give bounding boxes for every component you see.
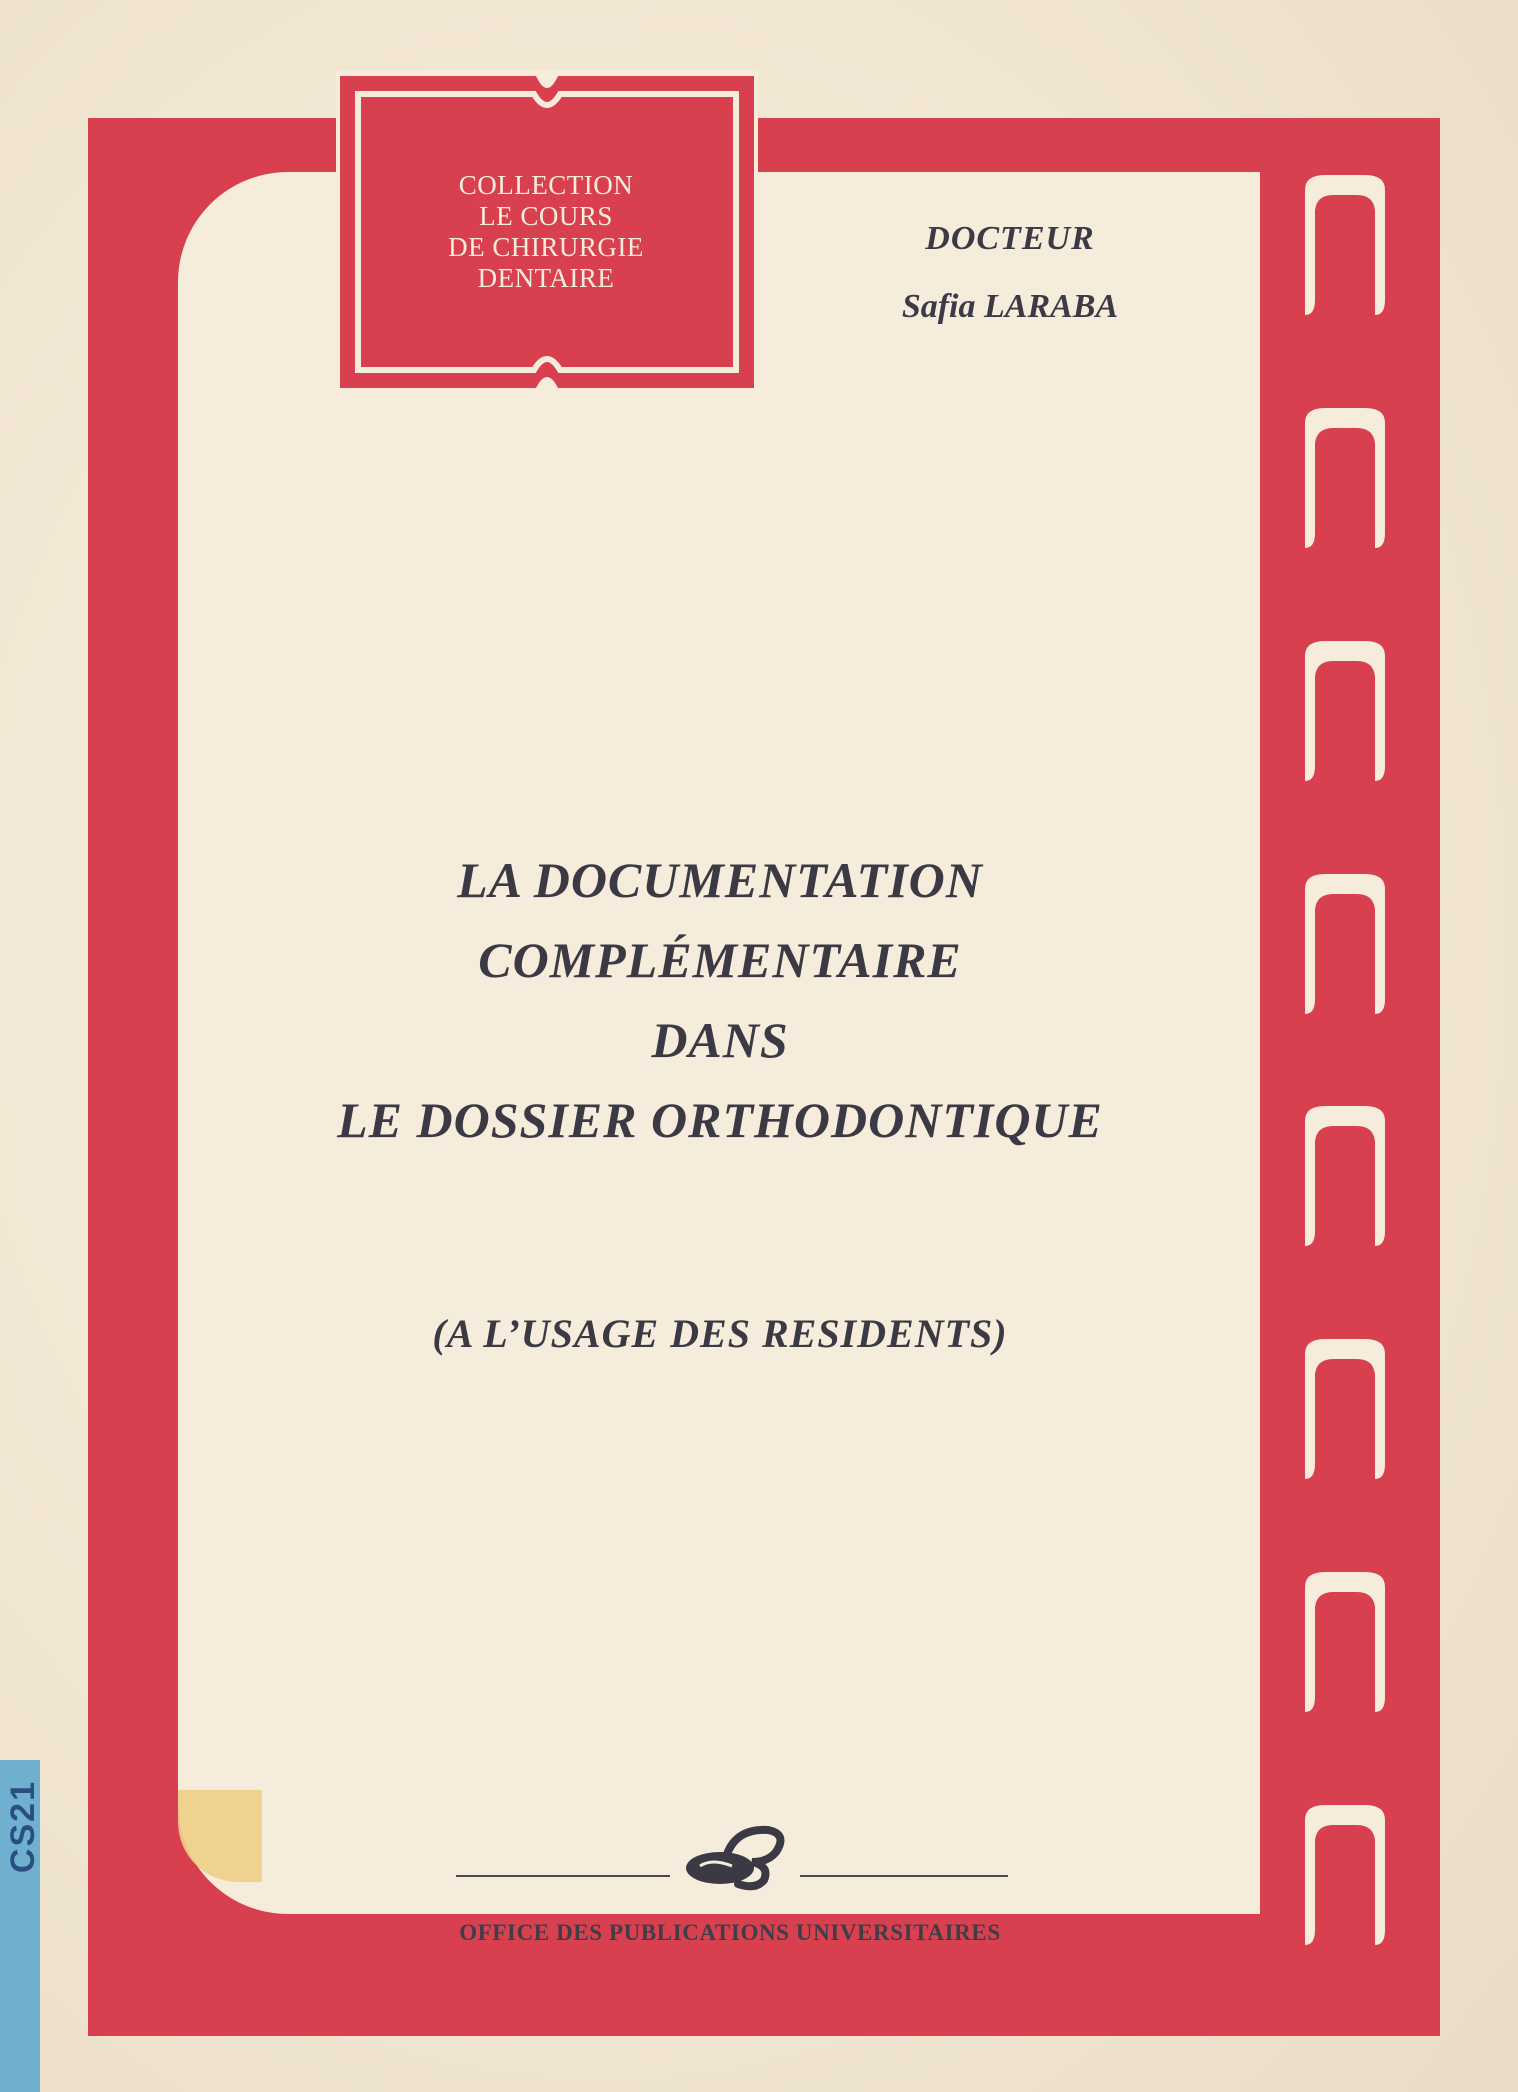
publisher-name: OFFICE DES PUBLICATIONS UNIVERSITAIRES xyxy=(459,1920,1001,1945)
author-title: DOCTEUR xyxy=(925,220,1095,257)
tooth-icon xyxy=(1295,1567,1395,1717)
collection-title xyxy=(396,170,696,294)
library-label: CS21 xyxy=(4,1780,42,1874)
tooth-icon xyxy=(1295,170,1395,320)
collection-line: LE COURS xyxy=(479,201,613,231)
collection-line: COLLECTION xyxy=(458,170,634,200)
opu-logo-icon xyxy=(672,1822,792,1892)
title-line: LE DOSSIER ORTHODONTIQUE xyxy=(337,1092,1103,1148)
tooth-icon xyxy=(1295,869,1395,1019)
tooth-icon xyxy=(1295,1334,1395,1484)
collection-line: DE CHIRURGIE xyxy=(448,232,644,262)
book-title xyxy=(190,840,1250,1160)
collection-emblem xyxy=(336,70,758,396)
tooth-icon xyxy=(1295,636,1395,786)
title-line: LA DOCUMENTATION xyxy=(457,852,983,908)
title-line: COMPLÉMENTAIRE xyxy=(478,932,962,988)
tooth-icon xyxy=(1295,403,1395,553)
publisher-rule-left xyxy=(456,1875,670,1877)
tooth-icon xyxy=(1295,1101,1395,1251)
title-line: DANS xyxy=(651,1012,789,1068)
book-subtitle: (A L’USAGE DES RESIDENTS) xyxy=(432,1311,1008,1356)
author-name: Safia LARABA xyxy=(901,288,1119,325)
author-block xyxy=(820,220,1200,326)
tooth-icon xyxy=(1295,1800,1395,1950)
publisher-rule-right xyxy=(800,1875,1008,1877)
collection-line: DENTAIRE xyxy=(477,263,615,293)
teeth-border-strip xyxy=(1280,170,1410,1950)
